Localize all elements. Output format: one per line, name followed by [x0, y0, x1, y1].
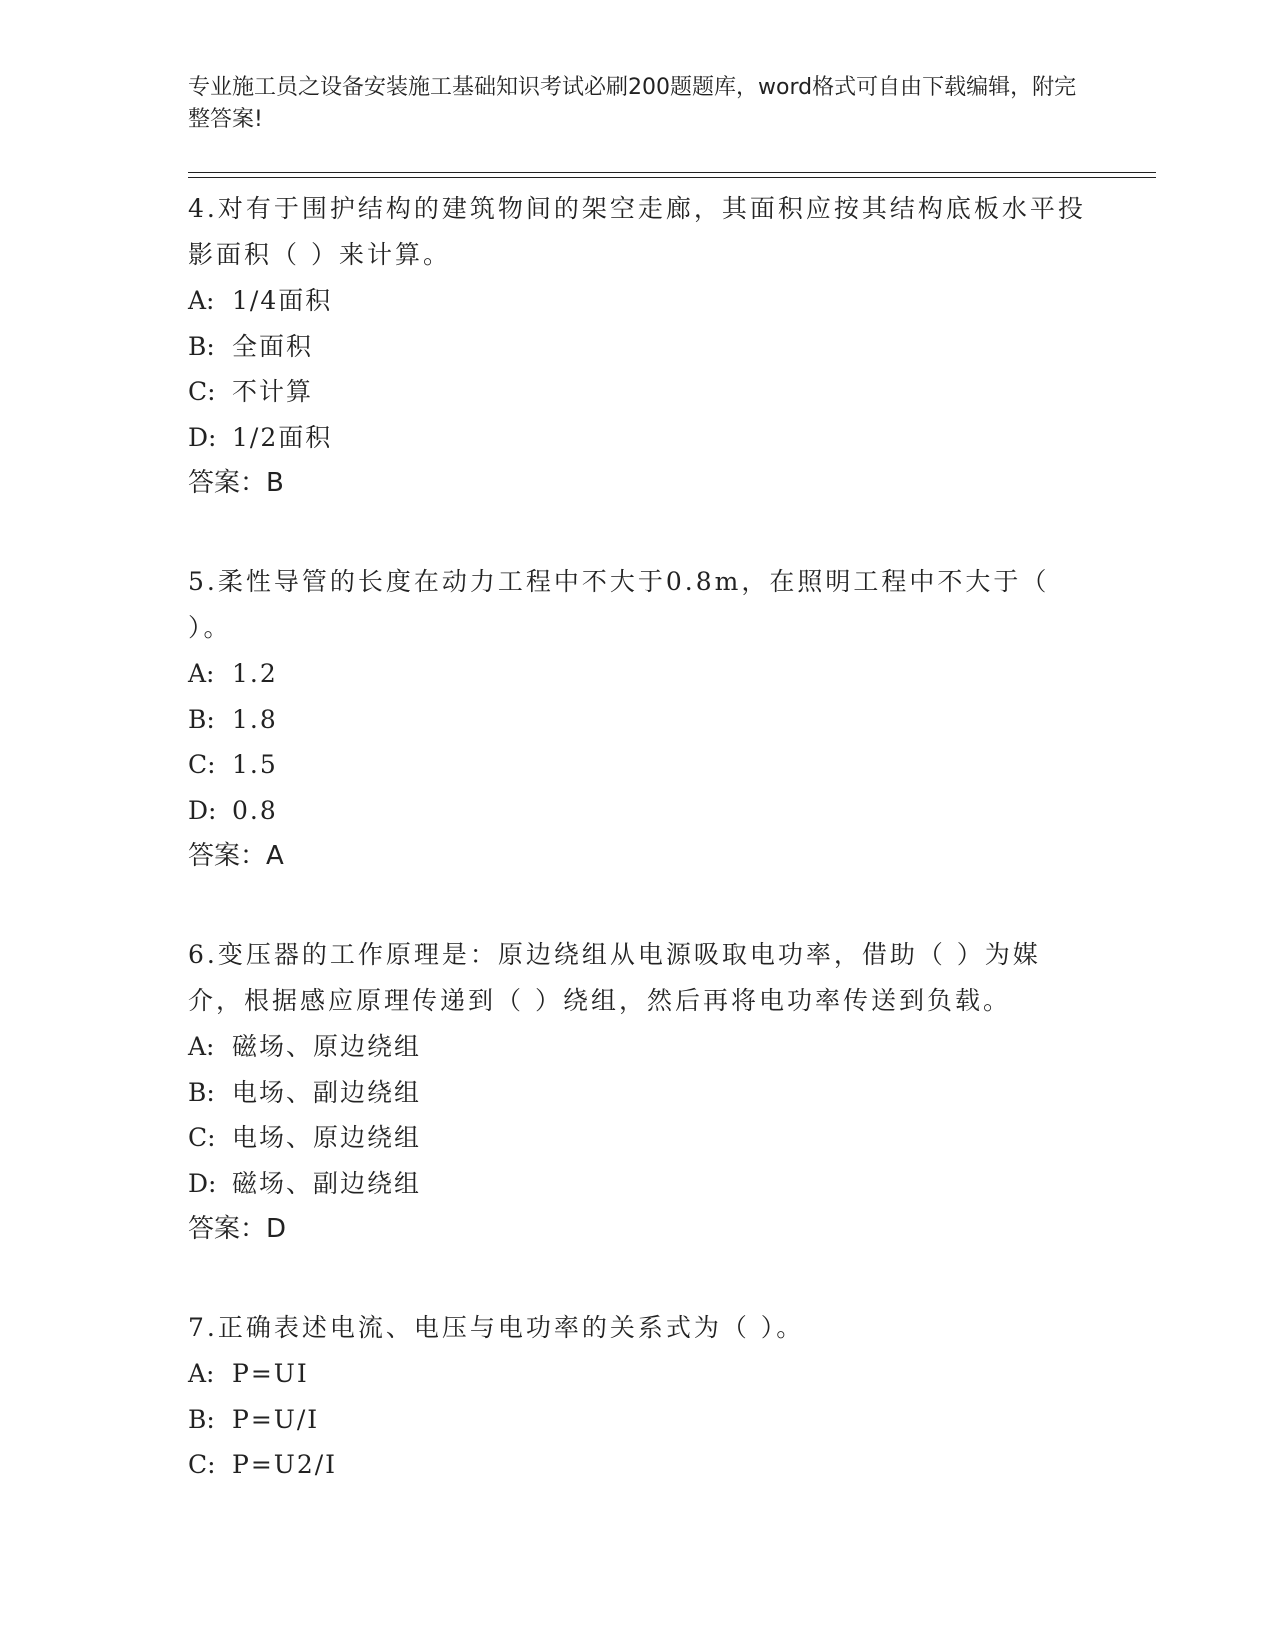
- option-text: 1.2: [232, 659, 278, 688]
- question-stem: 7.正确表述电流、电压与电功率的关系式为（ ）。: [188, 1313, 805, 1342]
- option-b: [188, 324, 1088, 370]
- answer-line: 答案：B: [188, 468, 284, 498]
- option-text: 1/4面积: [232, 286, 333, 315]
- option-text: P=U/I: [232, 1404, 320, 1434]
- option-key: C:: [188, 750, 216, 779]
- option-key: D:: [188, 422, 217, 452]
- option-c: [188, 1115, 1088, 1161]
- option-key: C:: [188, 1450, 216, 1479]
- option-text: 电场、副边绕组: [232, 1077, 422, 1107]
- option-a: [188, 1351, 1088, 1397]
- header-rule-top: [188, 172, 1156, 173]
- option-d: [188, 415, 1088, 461]
- option-b: [188, 1397, 1088, 1443]
- option-key: B:: [188, 1404, 215, 1434]
- header-text: 专业施工员之设备安装施工基础知识考试必刷200题题库，word格式可自由下载编辑，附完整答案!: [188, 75, 1077, 132]
- option-text: 1/2面积: [232, 422, 333, 452]
- question-stem: 5.柔性导管的长度在动力工程中不大于0.8m，在照明工程中不大于（ ）。: [188, 567, 1050, 642]
- option-text: 全面积: [232, 331, 314, 361]
- option-key: A:: [188, 659, 215, 688]
- option-key: C:: [188, 1123, 216, 1152]
- header-rule-bottom: [188, 177, 1156, 178]
- option-key: B:: [188, 704, 215, 734]
- question-6: [188, 932, 1088, 1252]
- option-text: 0.8: [232, 795, 278, 825]
- option-key: A:: [188, 1359, 215, 1388]
- option-a: [188, 651, 1088, 697]
- option-c: [188, 1442, 1088, 1488]
- option-d: [188, 1161, 1088, 1207]
- question-stem: 4.对有于围护结构的建筑物间的架空走廊，其面积应按其结构底板水平投影面积（ ）来计算。: [188, 194, 1086, 269]
- option-a: [188, 278, 1088, 324]
- option-key: D:: [188, 1168, 217, 1198]
- option-d: [188, 788, 1088, 834]
- question-stem: 6.变压器的工作原理是：原边绕组从电源吸取电功率，借助（ ）为媒介，根据感应原理传递到（ ）绕组，然后再将电功率传送到负载。: [188, 940, 1041, 1015]
- question-7: [188, 1305, 1088, 1488]
- option-a: [188, 1024, 1088, 1070]
- option-key: C:: [188, 377, 216, 406]
- option-text: P=UI: [232, 1359, 309, 1388]
- answer-line: 答案：A: [188, 841, 284, 871]
- option-c: [188, 369, 1088, 415]
- document-header: [188, 72, 1088, 136]
- question-5: [188, 559, 1088, 879]
- option-text: 电场、原边绕组: [232, 1123, 422, 1152]
- option-text: 磁场、副边绕组: [232, 1168, 422, 1198]
- option-key: A:: [188, 1032, 215, 1061]
- option-text: 1.5: [232, 750, 278, 779]
- option-text: 1.8: [232, 704, 278, 734]
- option-b: [188, 697, 1088, 743]
- option-b: [188, 1070, 1088, 1116]
- option-key: D:: [188, 795, 217, 825]
- answer-line: 答案：D: [188, 1214, 287, 1244]
- question-list: [188, 186, 1088, 1541]
- option-key: B:: [188, 331, 215, 361]
- option-c: [188, 742, 1088, 788]
- option-key: A:: [188, 286, 215, 315]
- option-text: P=U2/I: [232, 1450, 338, 1479]
- option-text: 不计算: [232, 377, 314, 406]
- option-text: 磁场、原边绕组: [232, 1032, 422, 1061]
- question-4: [188, 186, 1088, 506]
- option-key: B:: [188, 1077, 215, 1107]
